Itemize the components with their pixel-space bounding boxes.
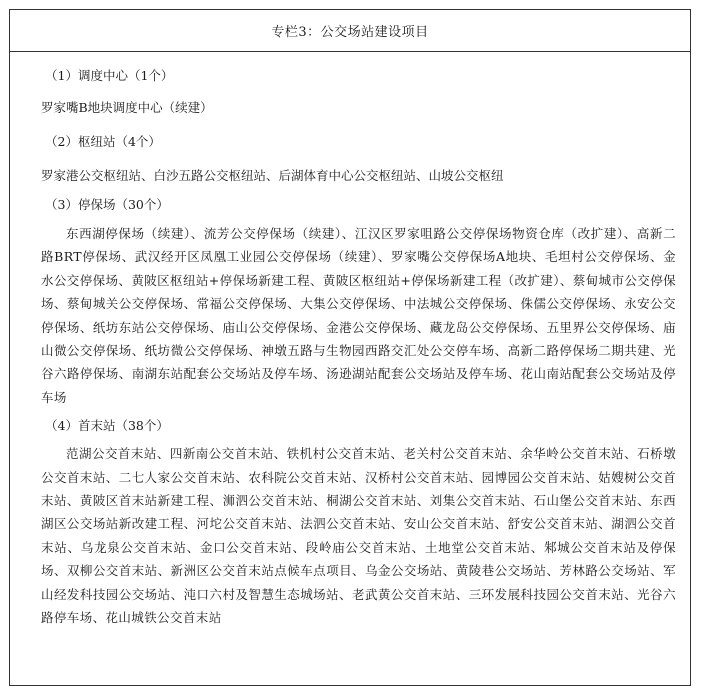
section-heading-terminal-stations: （4）首末站（38个） [45, 418, 169, 434]
section-heading-hub-stations: （2）枢纽站（4个） [45, 134, 161, 149]
section-body-dispatch-center: 罗家嘴B地块调度中心（续建） [41, 100, 213, 115]
table-title: 专栏3：公交场站建设项目 [10, 10, 690, 52]
section-body-terminal-stations: 范湖公交首末站、四新南公交首末站、铁机村公交首末站、老关村公交首末站、余华岭公交首末站、石桥墩公交首末站、二七人家公交首末站、农科院公交首末站、汉桥村公交首末站、园博园公交首末站、姑嫂树公交首末站、黄陂区首末站新建工程、浉泗公交首末站、桐湖公交首末站、刘集公交首末站、石山堡公交首末站、东西湖区公交场站新改建工程、河坨公交首末站、法泗公交首末站、安山公交首末站、舒安公交首末站、湖泗公交首末站、乌龙泉公交首末站、金口公交首末站、段岭庙公交首末站、土地堂公交首末站、邾城公交首末站及停保场、双柳公交首末站、新洲区公交首末站点候车点项目、乌金公交场站、黄陵巷公交场站、芳林路公交场站、军山经发科技园公交场站、沌口六村及智慧生态城场站、老武黄公交首末站、三环发展科技园公交首末站、光谷六路停车场、花山城铁公交首末站 [41, 446, 676, 626]
table-content [10, 64, 690, 630]
project-table [9, 9, 691, 686]
section-body-hub-stations: 罗家港公交枢纽站、白沙五路公交枢纽站、后湖体育中心公交枢纽站、山坡公交枢纽 [41, 168, 504, 183]
section-body-depots: 东西湖停保场（续建）、流芳公交停保场（续建）、江汉区罗家咀路公交停保场物资仓库（改扩建）、高新二路BRT停保场、武汉经开区凤凰工业园公交停保场（续建）、罗家嘴公交停保场A地块、毛坦村公交停保场、金水公交停保场、黄陂区枢纽站+停保场新建工程、黄陂区枢纽站+停保场新建工程（改扩建）、蔡甸城市公交停保场、蔡甸城关公交停保场、常福公交停保场、大集公交停保场、中法城公交停保场、侏儒公交停保场、永安公交停保场、纸坊东站公交停保场、庙山公交停保场、金港公交停保场、藏龙岛公交停保场、五里界公交停保场、庙山微公交停保场、纸坊微公交停保场、神墩五路与生物园西路交汇处公交停车场、高新二路停保场二期共建、光谷六路停保场、南湖东站配套公交场站及停车场、汤逊湖站配套公交场站及停车场、花山南站配套公交场站及停车场 [41, 226, 676, 405]
section-heading-depots: （3）停保场（30个） [45, 197, 169, 212]
section-heading-dispatch-center: （1）调度中心（1个） [45, 68, 174, 83]
